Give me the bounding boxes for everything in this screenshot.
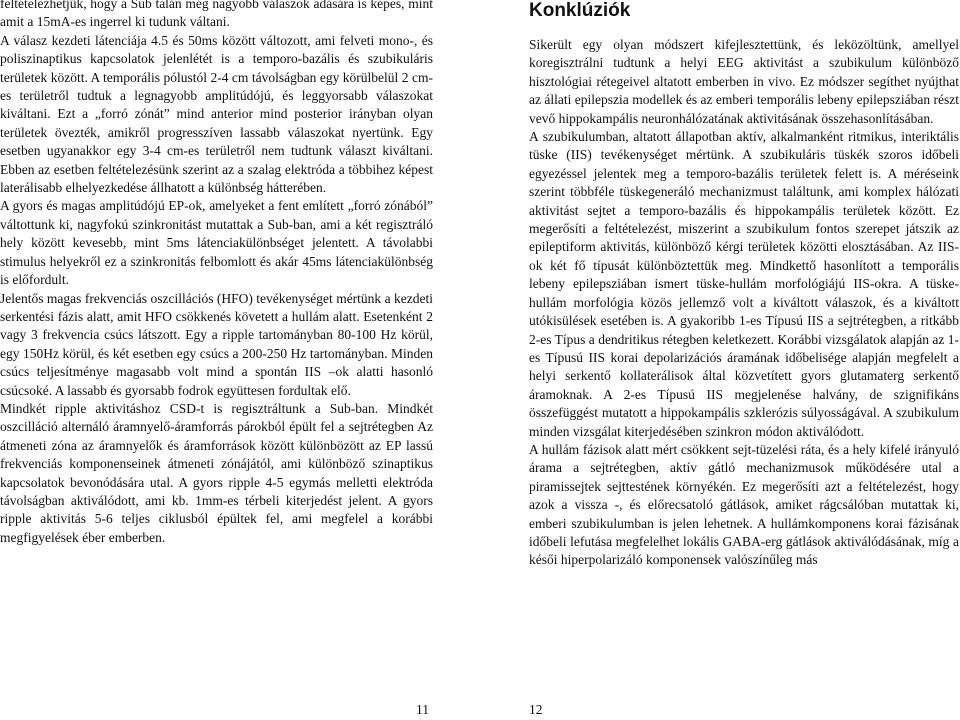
right-paragraph-2: A szubikulumban, altatott állapotban aktív, alkalmanként ritmikus, interiktális tüske (IIS) tevékenységet mértünk. A szubikuláris tüskék szoros időbeli egyezéssel jelentek meg a temporo-bazális területek felett is. A méréseink szerint többféle tüskegeneráló mechanizmust találtunk, ami komplex hálózati aktivitást sejtet a temporo-bazális és hippokampális területek között. Ez megerősíti a feltételezést, miszerint a szubikulum fontos szerepet játszik az epileptiform aktivitás, különböző kérgi területek közötti elosztásában. Az IIS-ok két fő típusát különböztettük meg. Mindkettő hasonlított a temporális lebeny epilepsziában ismert tüske-hullám morfológiájú IIS-okra. A tüske-hullám morfológia közös jellemző volt a kiváltott válaszok, és a kiváltott utókisülések esetében is. A gyakoribb 1-es Típusú IIS a sejtrétegben, a ritkább 2-es Típus a dendritikus rétegben keletkezett. Korábbi vizsgálatok alapján az 1-es Típusú IIS korai depolarizációs áramának időbelisége alapján megfelelt a helyi serkentő kollaterálisok által közvetített gyors glutamaterg serkentő áramoknak. A 2-es Típusú IIS megjelenése halvány, de szignifikáns összefüggést mutatott a hippokampális szklerózis súlyosságával. A szubikulum minden vizsgálat kiterjedésében szinkron módon aktiválódott. bbox=[529, 129, 959, 439]
left-paragraph-4: Jelentős magas frekvenciás oszcillációs (HFO) tevékenységet mértünk a kezdeti serkentési fázis alatt, amit HFO csökkenés követett a hullám alatt. Esetenként 2 vagy 3 frekvencia csúcs látszott. Egy a ripple tartományban 80-100 Hz körül, egy 150Hz körül, és két esetben egy csúcs a 200-250 Hz tartományban. Minden csúcs teljesítménye magasabb volt mind a spontán IIS –ok alatti hasonló csúcsoké. A lassabb és gyorsabb fodrok együttesen fordultak elő. bbox=[0, 290, 433, 398]
right-paragraph-3: A hullám fázisok alatt mért csökkent sejt-tüzelési ráta, és a hely kifelé irányuló árama a sejtrétegben, aktív gátló mechanizmusok működésére utal a piramissejtek sejttestének környékén. Ez megerősíti azt a feltételezést, hogy azok a vissza -, és előrecsatoló gátlások, amiket rágcsálóban mutattak ki, emberi szubikulumban is jelen lehetnek. A hullámkomponens korai fázisának időbeli lefutása megfelelhet lokális GABA-erg gátlások aktiválódásának, míg a késői hiperpolarizáló komponensek valószínűleg más bbox=[529, 441, 959, 568]
page-number-right: 12 bbox=[529, 702, 543, 717]
page-number-left: 11 bbox=[416, 702, 429, 717]
left-paragraph-5: Mindkét ripple aktivitáshoz CSD-t is regisztráltunk a Sub-ban. Mindkét oszcilláció alternáló áramnyelő-áramforrás párokból épült fel a sejtrétegben Az átmeneti zóna az áramnyelők és áramforrások között különbözött az EP lassú frekvenciás komponenseinek átmeneti zónájától, ami különböző szinaptikus kapcsolatok bevonódására utal. A gyors ripple 4-5 egymás melletti elektróda távolságban aktiválódott, ami kb. 1mm-es térbeli kiterjedést jelent. A gyors ripple aktivitás 5-6 teljes ciklusból épültek fel, ami megfelel a korábbi megfigyelések éber emberben. bbox=[0, 400, 433, 545]
left-paragraph-1: feltételezhetjük, hogy a Sub talán még nagyobb válaszok adására is képes, mint amit a 15mA-es ingerrel ki tudunk váltani. bbox=[0, 0, 433, 30]
left-paragraph-3: A gyors és magas amplitúdójú EP-ok, amelyeket a fent említett „forró zónából” váltottunk ki, nagyfokú szinkronitást mutattak a Sub-ban, ami a két regisztráló hely között kevesebb, mint 5ms látenciakülönbséget jelentett. A távolabbi stimulus helyekről ez a szinkronitás felbomlott és akár 45ms látenciakülönbség is előfordult. bbox=[0, 198, 433, 288]
left-paragraph-2: A válasz kezdeti látenciája 4.5 és 50ms között változott, ami felveti mono-, és poliszinaptikus kapcsolatok jelenlétét is a temporo-bazális és szubikuláris területek között. A temporális pólustól 2-4 cm távolságban egy körülbelül 2 cm-es területről tudtuk a legnagyobb amplitúdójú, és leggyorsabb válaszokat kiváltani. Ezt a „forró zónát” mind anterior mind posterior irányban olyan területek övezték, amikről progresszíven lassabb válaszokat nyertünk. Egy esetben ugyanakkor egy 3-4 cm-es területről nem tudtunk választ kiváltani. Ebben az esetben feltételezésünk szerint az a szalag elektróda a többihez képest laterálisabb elhelyezkedése állhatott a különbség hátterében. bbox=[0, 32, 433, 196]
section-heading: Konklúziók bbox=[529, 0, 631, 21]
left-page-text-column bbox=[0, 0, 433, 547]
right-page-text-column bbox=[529, 36, 959, 570]
right-paragraph-1: Sikerült egy olyan módszert kifejlesztettünk, és leközöltünk, amellyel koregisztrálni tudtunk a helyi EEG aktivitást a szubikulum különböző hisztológiai rétegeivel altatott emberben in vivo. Ez módszer segíthet nyújthat az állati epilepszia modellek és az emberi temporális lebeny epilepsziában részt vevő hippokampális neuronhálózatának aktivitásának összehasonlításában. bbox=[529, 37, 959, 126]
